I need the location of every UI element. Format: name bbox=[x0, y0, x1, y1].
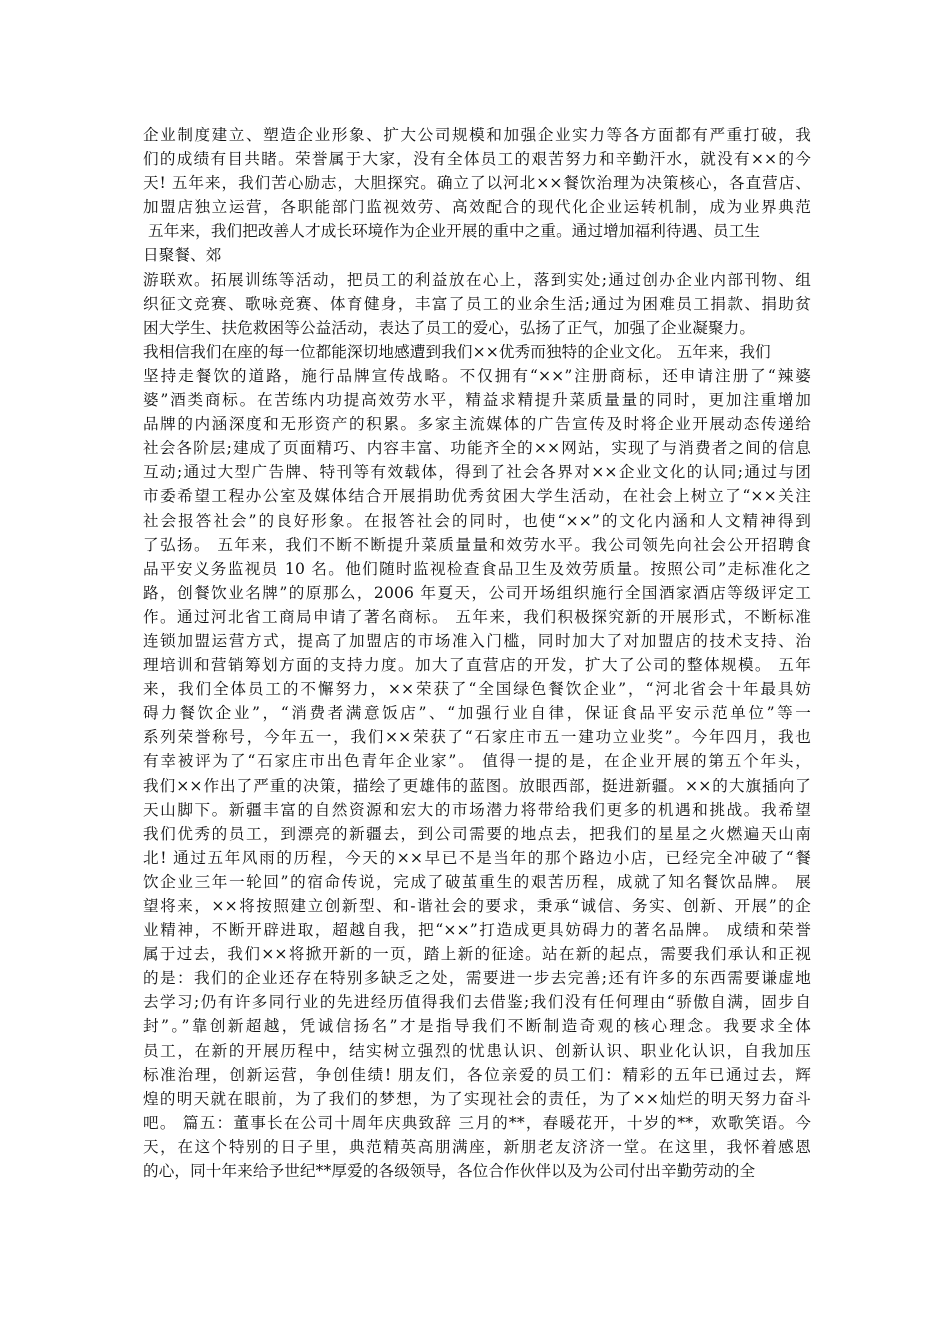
text-line: 作。通过河北省工商局申请了著名商标。 五年来，我们积极探究新的开展形式，不断标准 bbox=[143, 607, 811, 626]
text-line: 天，在这个特别的日子里，典范精英高朋满座，新朋老友济济一堂。在这里，我怀着感恩 bbox=[143, 1137, 811, 1156]
text-line: 加盟店独立运营，各职能部门监视效劳、高效配合的现代化企业运转机制，成为业界典范 bbox=[143, 198, 811, 217]
text-line: 天! 五年来，我们苦心励志，大胆探究。确立了以河北××餐饮治理为决策核心，各直营店、 bbox=[143, 174, 811, 193]
text-line: 去学习;仍有许多同行业的先进经历值得我们去借鉴;我们没有任何理由“骄傲自满，固步自 bbox=[143, 993, 811, 1012]
text-line: 社会各阶层;建成了页面精巧、内容丰富、功能齐全的××网站，实现了与消费者之间的信息 bbox=[143, 439, 811, 458]
text-line: 五年来，我们把改善人才成长环境作为企业开展的重中之重。通过增加福利待遇、员工生 bbox=[143, 222, 761, 241]
text-line: 饮企业三年一轮回”的宿命传说，完成了破茧重生的艰苦历程，成就了知名餐饮品牌。 展 bbox=[143, 872, 811, 891]
text-line: 日聚餐、郊 bbox=[143, 246, 222, 265]
text-line: 煌的明天就在眼前，为了我们的梦想，为了实现社会的责任，为了××灿烂的明天努力奋斗 bbox=[143, 1089, 811, 1108]
text-line: 我相信我们在座的每一位都能深切地感遭到我们××优秀而独特的企业文化。 五年来，我们 bbox=[143, 342, 771, 361]
text-line: 们的成绩有目共睹。荣誉属于大家，没有全体员工的艰苦努力和辛勤汗水，就没有××的今 bbox=[143, 150, 811, 169]
text-line: 碍力餐饮企业”，“消费者满意饭店”、“加强行业自律，保证食品平安示范单位”等一 bbox=[143, 704, 811, 723]
text-line: 来，我们全体员工的不懈努力，××荣获了“全国绿色餐饮企业”，“河北省会十年最具妨 bbox=[143, 680, 811, 699]
text-line: 天山脚下。新疆丰富的自然资源和宏大的市场潜力将带给我们更多的机遇和挑战。我希望 bbox=[143, 800, 811, 819]
text-line: 系列荣誉称号，今年五一，我们××荣获了“石家庄市五一建功立业奖”。今年四月，我也 bbox=[143, 728, 811, 747]
text-line: 婆”酒类商标。在苦练内功提高效劳水平，精益求精提升菜质量量的同时，更加注重增加 bbox=[143, 391, 811, 410]
text-line: 游联欢。拓展训练等活动，把员工的利益放在心上，落到实处;通过创办企业内部刊物、组 bbox=[143, 270, 811, 289]
text-line: 路，创餐饮业名牌”的原那么，2006 年夏天，公司开场组织施行全国酒家酒店等级评定工 bbox=[143, 583, 811, 602]
text-line: 我们××作出了严重的决策，描绘了更雄伟的蓝图。放眼西部，挺进新疆。××的大旗插向了 bbox=[143, 776, 811, 795]
text-line: 我们优秀的员工，到漂亮的新疆去，到公司需要的地点去，把我们的星星之火燃遍天山南 bbox=[143, 824, 811, 843]
text-line: 望将来，××将按照建立创新型、和-谐社会的要求，秉承“诚信、务实、创新、开展”的企 bbox=[143, 897, 811, 915]
text-line: 封”。”靠创新超越，凭诚信扬名”才是指导我们不断制造奇观的核心理念。我要求全体 bbox=[143, 1017, 811, 1036]
text-line: 品平安义务监视员 10 名。他们随时监视检查食品卫生及效劳质量。按照公司”走标准化之 bbox=[143, 559, 811, 578]
text-line: 北! 通过五年风雨的历程，今天的××早已不是当年的那个路边小店，已经完全冲破了“餐 bbox=[143, 848, 811, 867]
text-line: 员工，在新的开展历程中，结实树立强烈的忧患认识、创新认识、职业化认识，自我加压 bbox=[143, 1041, 811, 1060]
text-line: 业精神，不断开辟进取，超越自我，把“××”打造成更具妨碍力的著名品牌。 成绩和荣誉 bbox=[143, 921, 811, 940]
text-line: 吧。 篇五：董事长在公司十周年庆典致辞 三月的**，春暖花开，十岁的**，欢歌笑语。今 bbox=[143, 1113, 811, 1132]
text-line: 标准治理，创新运营，争创佳绩! 朋友们，各位亲爱的员工们：精彩的五年已通过去，辉 bbox=[143, 1065, 811, 1084]
text-line: 了弘扬。 五年来，我们不断不断提升菜质量量和效劳水平。我公司领先向社会公开招聘食 bbox=[143, 535, 811, 554]
text-line: 品牌的内涵深度和无形资产的积累。多家主流媒体的广告宣传及时将企业开展动态传递给 bbox=[143, 415, 811, 434]
text-line: 市委希望工程办公室及媒体结合开展捐助优秀贫困大学生活动，在社会上树立了“××关注 bbox=[143, 487, 811, 506]
text-line: 有幸被评为了“石家庄市出色青年企业家”。 值得一提的是，在企业开展的第五个年头， bbox=[143, 752, 811, 771]
text-line: 理培训和营销筹划方面的支持力度。加大了直营店的开发，扩大了公司的整体规模。 五年 bbox=[143, 656, 811, 675]
text-line: 连锁加盟运营方式，提高了加盟店的市场准入门槛，同时加大了对加盟店的技术支持、治 bbox=[143, 631, 811, 650]
text-line: 社会报答社会”的良好形象。在报答社会的同时，也使“××”的文化内涵和人文精神得到 bbox=[143, 511, 811, 530]
text-line: 互动;通过大型广告牌、特刊等有效载体，得到了社会各界对××企业文化的认同;通过与团 bbox=[143, 463, 811, 482]
text-line: 属于过去，我们××将掀开新的一页，踏上新的征途。站在新的起点，需要我们承认和正视 bbox=[143, 945, 811, 964]
text-line: 织征文竞赛、歌咏竞赛、体育健身，丰富了员工的业余生活;通过为困难员工捐款、捐助贫 bbox=[143, 294, 811, 313]
text-line: 的是：我们的企业还存在特别多缺乏之处，需要进一步去完善;还有许多的东西需要谦虚地 bbox=[143, 969, 811, 988]
text-line: 困大学生、扶危救困等公益活动，表达了员工的爱心，弘扬了正气，加强了企业凝聚力。 bbox=[143, 318, 756, 337]
text-line: 的心，同十年来给予世纪**厚爱的各级领导，各位合作伙伴以及为公司付出辛勤劳动的全 bbox=[143, 1162, 756, 1181]
text-line: 企业制度建立、塑造企业形象、扩大公司规模和加强企业实力等各方面都有严重打破，我 bbox=[143, 126, 811, 144]
body-text bbox=[143, 123, 811, 1183]
text-line: 坚持走餐饮的道路，施行品牌宣传战略。不仅拥有“××”注册商标，还申请注册了“辣婆 bbox=[143, 366, 811, 385]
